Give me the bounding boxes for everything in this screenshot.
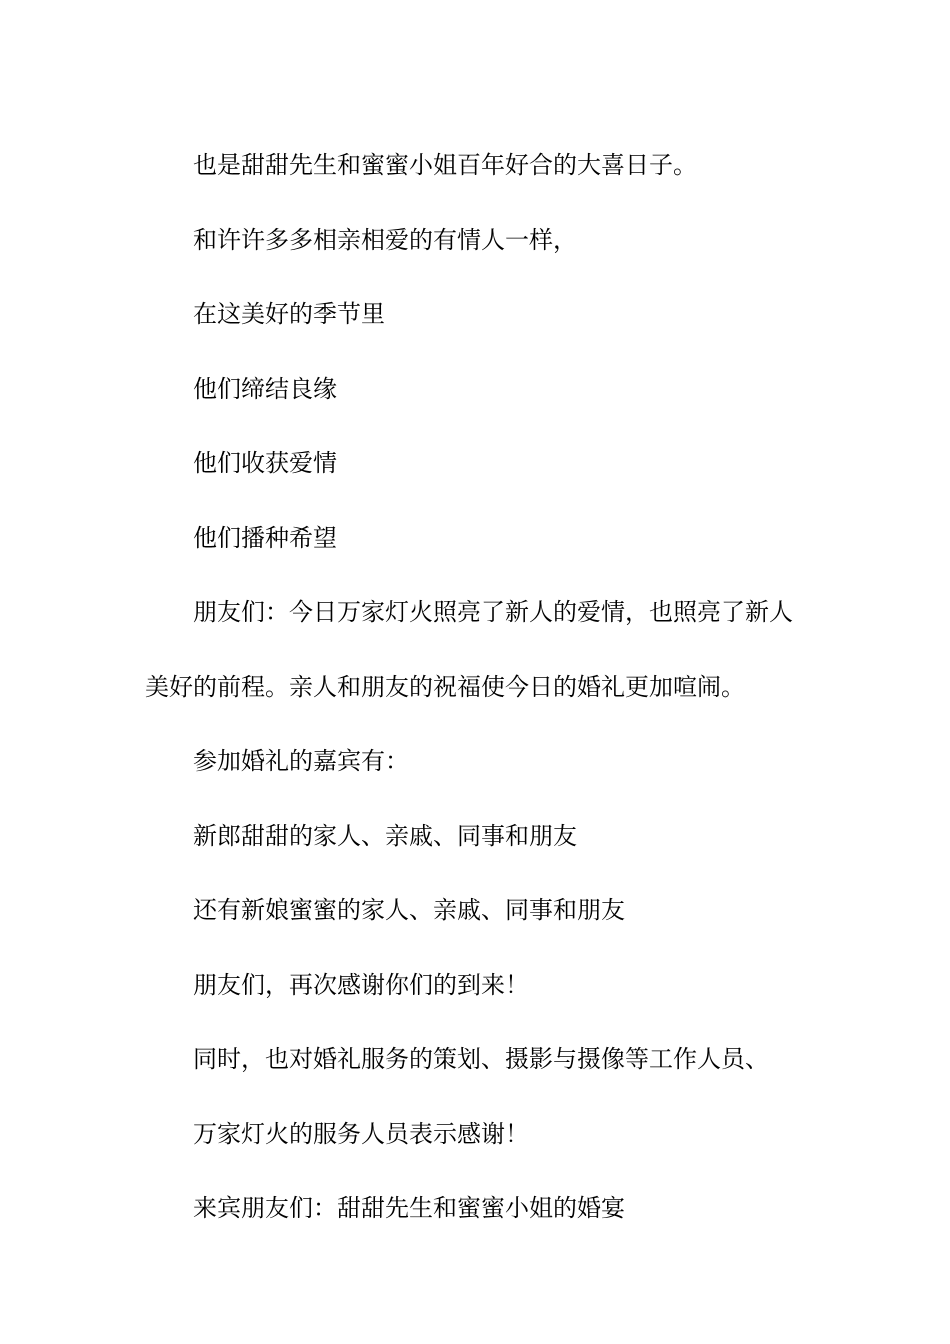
paragraph: 也是甜甜先生和蜜蜜小姐百年好合的大喜日子。 (193, 151, 697, 179)
paragraph: 新郎甜甜的家人、亲戚、同事和朋友 (193, 821, 577, 850)
document-body (145, 128, 810, 1246)
paragraph: 和许许多多相亲相爱的有情人一样， (193, 225, 577, 254)
paragraph: 在这美好的季节里 (193, 300, 385, 328)
paragraph: 参加婚礼的嘉宾有： (193, 747, 409, 775)
paragraph: 同时，也对婚礼服务的策划、摄影与摄像等工作人员、 (193, 1045, 769, 1073)
paragraph: 还有新娘蜜蜜的家人、亲戚、同事和朋友 (193, 896, 625, 924)
paragraph: 他们缔结良缘 (193, 374, 337, 403)
paragraph: 他们收获爱情 (193, 449, 337, 477)
paragraph: 来宾朋友们：甜甜先生和蜜蜜小姐的婚宴 (193, 1194, 625, 1222)
paragraph: 万家灯火的服务人员表示感谢！ (193, 1119, 529, 1148)
paragraph: 他们播种希望 (193, 523, 337, 552)
paragraph: 朋友们，再次感谢你们的到来！ (193, 970, 529, 999)
paragraph: 朋友们：今日万家灯火照亮了新人的爱情，也照亮了新人美好的前程。亲人和朋友的祝福使今日的婚礼更加喧闹。 (145, 598, 793, 701)
